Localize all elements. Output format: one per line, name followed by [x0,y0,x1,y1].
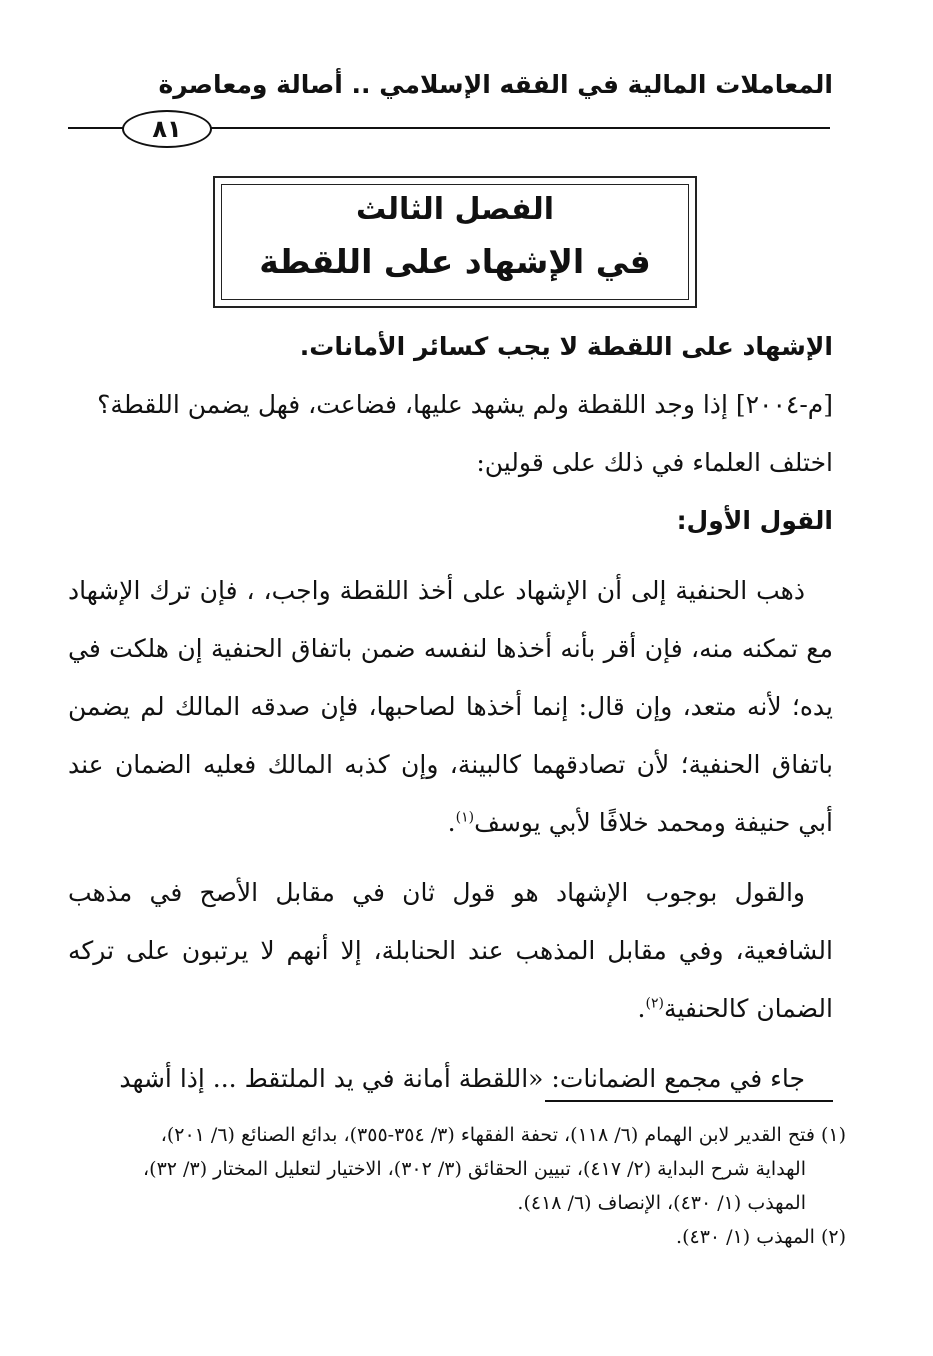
footnotes [68,1118,846,1254]
footnote-1-line-2: الهداية شرح البداية (٢/ ٤١٧)، تبيين الحقائق (٣/ ٣٠٢)، الاختيار لتعليل المختار (٣/ ٣٢)، [143,1158,806,1180]
running-header: المعاملات المالية في الفقه الإسلامي .. أصالة ومعاصرة [158,70,833,99]
paragraph-summary: الإشهاد على اللقطة لا يجب كسائر الأمانات. [299,332,833,361]
paragraph-intro: اختلف العلماء في ذلك على قولين: [476,448,833,477]
paragraph-second-view [68,864,833,1038]
footnote-1-line-3: المهذب (١/ ٤٣٠)، الإنصاف (٦/ ٤١٨). [517,1192,806,1214]
page-number: ٨١ [122,110,212,148]
chapter-heading-box [213,176,697,308]
chapter-subtitle: في الإشهاد على اللقطة [259,242,651,281]
spacer [68,1038,833,1050]
footnote-ref-1: (١) [455,809,475,826]
footnote-2: (٢) المهذب (١/ ٤٣٠). [676,1226,846,1248]
footnote-rule [545,1100,833,1102]
paragraph-hanafi [68,562,833,852]
footnote-1-line-1: (١) فتح القدير لابن الهمام (٦/ ١١٨)، تحفة الفقهاء (٣/ ٣٥٤-٣٥٥)، بدائع الصنائع (٦/ ٢٠١)، [160,1124,846,1146]
body-text [68,318,833,1108]
chapter-title: الفصل الثالث [355,192,554,227]
paragraph-second-view-text: والقول بوجوب الإشهاد هو قول ثان في مقابل الأصح في مذهب الشافعية، وفي مقابل المذهب عند الحنابلة، إلا أنهم لا يرتبون على تركه الضمان كالحنفية [68,878,833,1023]
footnote-ref-2: (٢) [645,995,664,1012]
heading-first-opinion: القول الأول: [676,506,833,535]
paragraph-second-view-end: . [637,994,646,1023]
paragraph-hanafi-end: . [447,808,456,837]
paragraph-hanafi-text: ذهب الحنفية إلى أن الإشهاد على أخذ اللقطة واجب، ، فإن ترك الإشهاد مع تمكنه منه، فإن أقر بأنه أخذها لنفسه ضمن باتفاق الحنفية إن هلكت في يده؛ لأنه متعد، وإن قال: إنما أخذها لصاحبها، فإن صدقه المالك لم يضمن باتفاق الحنفية؛ لأن تصادقهما كالبينة، وإن كذبه المالك فعليه الضمان عند أبي حنيفة ومحمد خلافًا لأبي يوسف [68,576,833,837]
spacer [68,550,833,562]
paragraph-quote: جاء في مجمع الضمانات: «اللقطة أمانة في يد الملتقط ... إذا أشهد [119,1064,805,1093]
paragraph-issue: [م-٢٠٠٤] إذا وجد اللقطة ولم يشهد عليها، فضاعت، فهل يضمن اللقطة؟ [97,390,833,419]
spacer [68,852,833,864]
